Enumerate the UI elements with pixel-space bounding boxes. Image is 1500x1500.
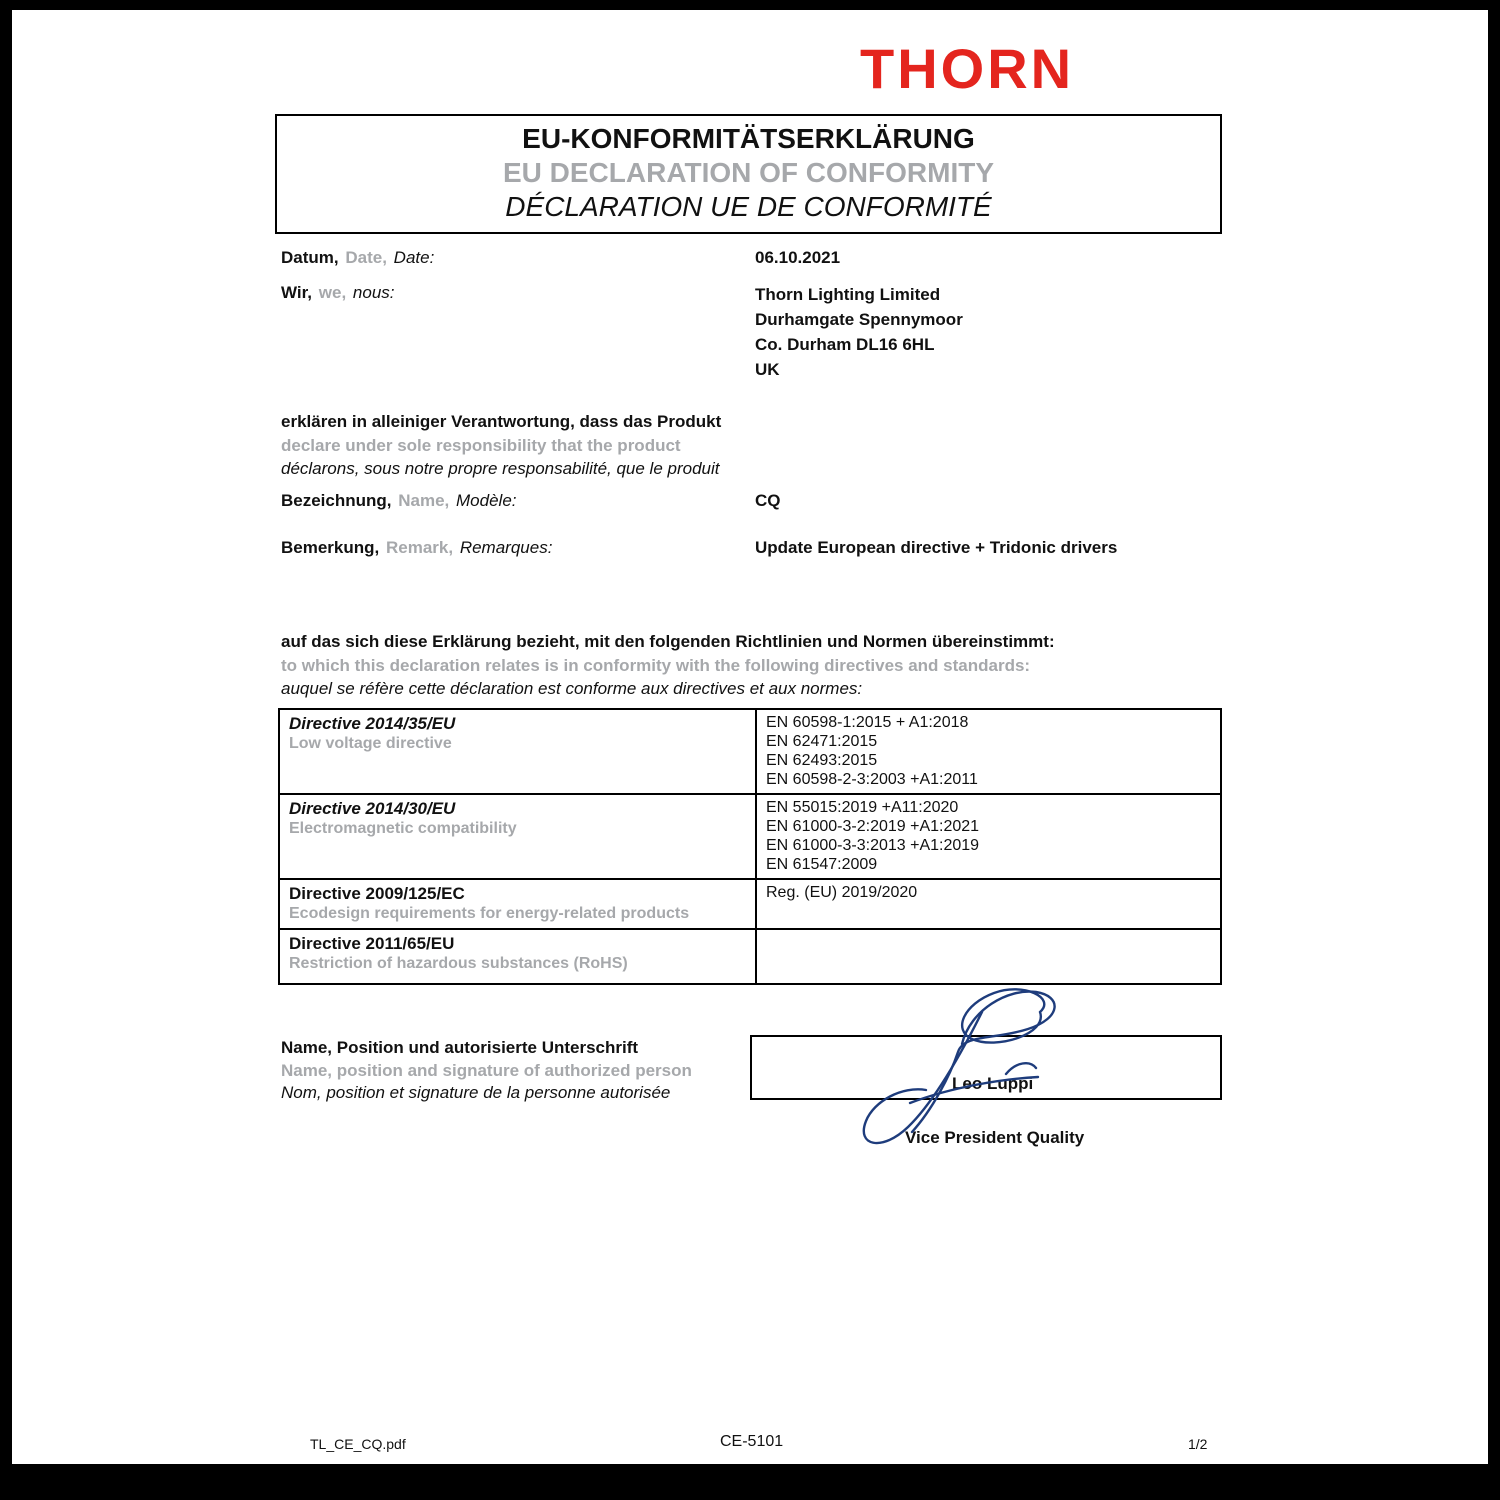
footer-document-number: CE-5101 [720,1433,784,1450]
title-english: EU DECLARATION OF CONFORMITY [502,157,994,188]
standard-line: EN 61547:2009 [766,856,878,873]
signature-heading-de: Name, Position und autorisierte Unterschrift [281,1038,639,1057]
directive-name: Directive 2014/35/EU [289,714,456,733]
standard-line: EN 62471:2015 [766,733,878,750]
table-row [279,929,1221,984]
directives-table [278,708,1222,985]
remark-value: Update European directive + Tridonic drivers [755,538,1118,557]
conformity-en: to which this declaration relates is in conformity with the following directives and standards: [281,655,1031,675]
declaration-statement [281,410,1222,481]
declaration-fr: déclarons, sous notre propre responsabilité, que le produit [281,459,720,478]
standards-cell [756,794,1221,879]
table-row [279,794,1221,879]
directive-cell [279,929,756,984]
standards-cell [756,709,1221,794]
field-row-remark [281,537,1222,559]
standard-line: EN 61000-3-3:2013 +A1:2019 [766,837,980,854]
company-address-line: UK [755,360,780,379]
title-german: EU-KONFORMITÄTSERKLÄRUNG [522,123,975,154]
conformity-de: auf das sich diese Erklärung bezieht, mit den folgenden Richtlinien und Normen übereinstimmt: [281,632,1055,651]
standards-cell [756,879,1221,929]
declaration-en: declare under sole responsibility that the product [281,435,681,455]
signer-name: Leo Luppi [952,1074,1034,1093]
conformity-fr: auquel se réfère cette déclaration est conforme aux directives et aux normes: [281,679,863,698]
directive-description: Low voltage directive [289,735,452,752]
conformity-statement [281,630,1222,701]
company-label-de: Wir, [281,283,313,302]
standard-line: EN 62493:2015 [766,752,878,769]
company-label-en: we, [318,283,347,302]
field-row-product-name [281,490,1222,512]
table-row [279,879,1221,929]
company-address-line: Co. Durham DL16 6HL [755,335,935,354]
date-label-de: Datum, [281,248,339,267]
directive-description: Ecodesign requirements for energy-related products [289,905,690,922]
directive-description: Restriction of hazardous substances (RoHS) [289,955,628,972]
directive-name: Directive 2014/30/EU [289,799,456,818]
directive-name: Directive 2011/65/EU [289,934,455,953]
title-french: DÉCLARATION UE DE CONFORMITÉ [505,191,992,222]
product-name-label [281,490,1222,512]
signature-heading-fr: Nom, position et signature de la personne autorisée [281,1083,671,1102]
company-address-line: Thorn Lighting Limited [755,285,941,304]
thorn-logo: THORN [860,37,1075,100]
signature-heading-en: Name, position and signature of authorized person [281,1060,692,1080]
directive-cell [279,709,756,794]
document-page [12,10,1488,1464]
signature-leo-luppi [812,982,1067,1150]
directive-name: Directive 2009/125/EC [289,884,465,903]
company-address [755,282,963,382]
product-name-label-fr: Modèle: [456,491,517,510]
directive-description: Electromagnetic compatibility [289,820,517,837]
standards-cell [756,929,1221,984]
standard-line: EN 61000-3-2:2019 +A1:2021 [766,818,980,835]
product-name-value: CQ [755,491,781,510]
standard-line: EN 55015:2019 +A11:2020 [766,799,959,816]
date-label-en: Date, [345,248,387,267]
company-label-fr: nous: [352,283,395,302]
directive-cell [279,879,756,929]
signer-title: Vice President Quality [905,1128,1085,1147]
product-name-label-de: Bezeichnung, [281,491,392,510]
date-value: 06.10.2021 [755,248,841,267]
standard-line: EN 60598-1:2015 + A1:2018 [766,714,969,731]
footer-file-name: TL_CE_CQ.pdf [310,1436,406,1452]
field-row-company [281,282,1222,379]
directive-cell [279,794,756,879]
remark-label-en: Remark, [385,538,454,557]
company-label [281,282,1222,304]
standard-line: Reg. (EU) 2019/2020 [766,884,918,901]
product-name-label-en: Name, [398,491,450,510]
field-row-date [281,247,1222,269]
table-row [279,709,1221,794]
date-label-fr: Date: [393,248,435,267]
title-box [275,114,1222,234]
remark-label-fr: Remarques: [459,538,553,557]
date-label [281,247,1222,269]
standard-line: EN 60598-2-3:2003 +A1:2011 [766,771,978,788]
footer-page-number: 1/2 [1188,1436,1208,1452]
declaration-de: erklären in alleiniger Verantwortung, dass das Produkt [281,412,722,431]
remark-label-de: Bemerkung, [281,538,380,557]
company-address-line: Durhamgate Spennymoor [755,310,963,329]
